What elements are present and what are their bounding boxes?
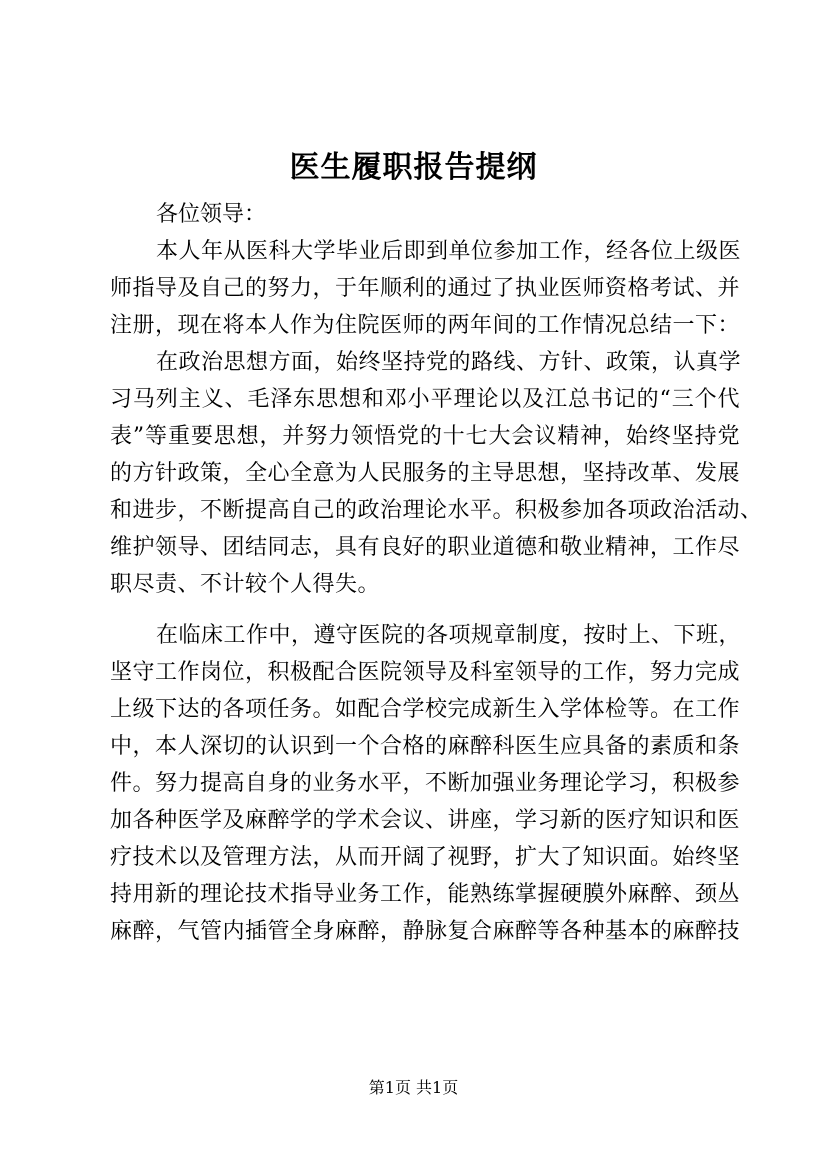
paragraph-line: 持用新的理论技术指导业务工作，能熟练掌握硬膜外麻醉、颈丛 — [110, 882, 741, 907]
paragraph-line: 和进步，不断提高自己的政治理论水平。积极参加各项政治活动、 — [110, 498, 763, 523]
paragraph-line: 本人年从医科大学毕业后即到单位参加工作，经各位上级医 — [156, 239, 742, 264]
paragraph-spacing — [110, 603, 740, 617]
paragraph-line: 件。努力提高自身的业务水平，不断加强业务理论学习，积极参 — [110, 771, 741, 796]
paragraph-line: 的方针政策，全心全意为人民服务的主导思想，坚持改革、发展 — [110, 461, 741, 486]
paragraph-line: 师指导及自己的努力，于年顺利的通过了执业医师资格考试、并 — [110, 276, 741, 301]
paragraph-line: 加各种医学及麻醉学的学术会议、讲座，学习新的医疗知识和医 — [110, 808, 741, 833]
paragraph-line: 中，本人深切的认识到一个合格的麻醉科医生应具备的素质和条 — [110, 734, 741, 759]
paragraph-2 — [110, 344, 763, 603]
salutation: 各位领导： — [156, 202, 267, 227]
paragraph-1 — [110, 233, 740, 344]
paragraph-line: 维护领导、团结同志，具有良好的职业道德和敬业精神，工作尽 — [110, 535, 741, 560]
paragraph-3 — [110, 617, 740, 950]
paragraph-line: 麻醉，气管内插管全身麻醉，静脉复合麻醉等各种基本的麻醉技 — [110, 919, 741, 944]
paragraph-line: 注册，现在将本人作为住院医师的两年间的工作情况总结一下： — [110, 313, 741, 338]
paragraph-line: 习马列主义、毛泽东思想和邓小平理论以及江总书记的“三个代 — [110, 387, 740, 412]
paragraph-line: 上级下达的各项任务。如配合学校完成新生入学体检等。在工作 — [110, 697, 741, 722]
document-body — [110, 196, 763, 950]
paragraph-line: 在政治思想方面，始终坚持党的路线、方针、政策，认真学 — [156, 350, 742, 375]
paragraph-line: 在临床工作中，遵守医院的各项规章制度，按时上、下班， — [156, 623, 742, 648]
paragraph-line: 职尽责、不计较个人得失。 — [110, 572, 381, 597]
paragraph-line: 坚守工作岗位，积极配合医院领导及科室领导的工作，努力完成 — [110, 660, 741, 685]
page-footer: 第1页 共1页 — [368, 1078, 459, 1097]
paragraph-line: 疗技术以及管理方法，从而开阔了视野，扩大了知识面。始终坚 — [110, 845, 741, 870]
document-title: 医生履职报告提纲 — [289, 150, 538, 185]
paragraph-line: 表”等重要思想，并努力领悟党的十七大会议精神，始终坚持党 — [110, 424, 740, 449]
